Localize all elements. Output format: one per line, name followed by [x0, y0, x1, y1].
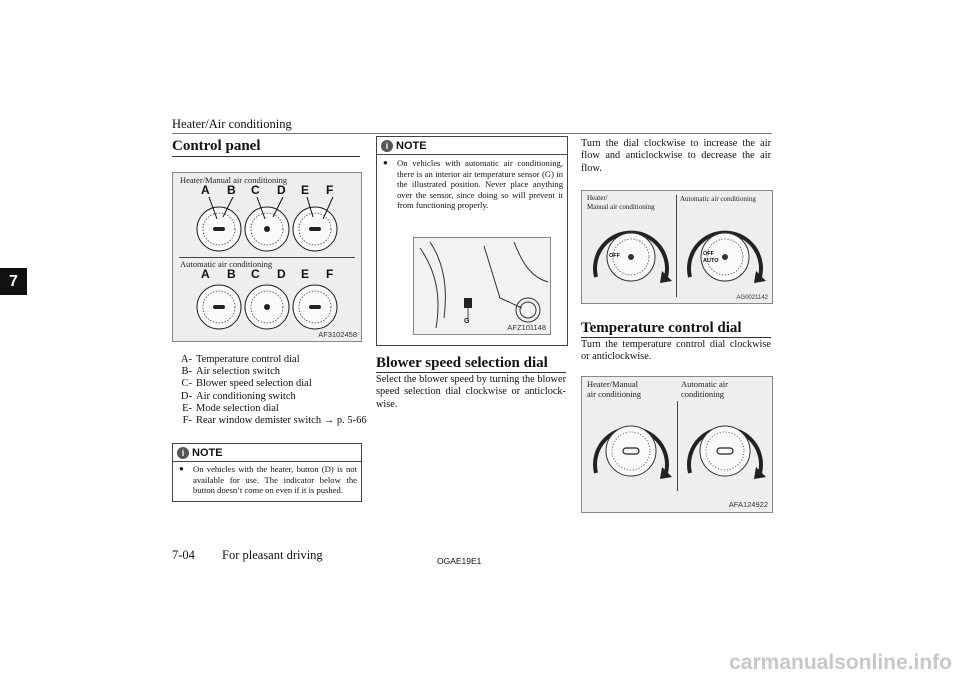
page-number: 7-04: [172, 548, 195, 562]
header-rule: [172, 133, 772, 134]
figure-code: AG0021142: [736, 295, 768, 301]
figure-label-manual: Heater/Manual air conditioning: [180, 175, 288, 185]
blower-figure: [581, 190, 773, 304]
control-panel-legend: [177, 354, 367, 427]
note-rule: [377, 154, 567, 155]
control-panel-figure: [172, 172, 362, 342]
bullet-icon: ●: [383, 158, 388, 167]
temperature-text: Turn the temperature control dial clockwise or anticlockwise.: [581, 339, 771, 363]
temperature-figure: [581, 376, 773, 513]
auto-label: AUTO: [703, 258, 719, 264]
note-text: ● On vehicles with the heater, button (D) is not available for use. The indicator below the button doesn’t come on even if it is pushed.: [179, 464, 357, 495]
legend-item: A- Temperature control dial: [180, 354, 300, 365]
info-icon: i: [177, 447, 189, 459]
figure-label-auto: Automatic air conditioning: [680, 195, 756, 203]
temperature-heading: Temperature control dial: [581, 320, 742, 336]
info-icon: i: [381, 140, 393, 152]
sensor-mark: [464, 298, 472, 308]
blower-heading: Blower speed selection dial: [376, 355, 548, 371]
note-badge: i NOTE: [177, 447, 223, 459]
off-label: OFF: [703, 251, 714, 257]
note-badge: i NOTE: [381, 140, 427, 152]
manual-panel-dials: [173, 197, 361, 257]
watermark: carmanualsonline.info: [729, 651, 952, 674]
blower-text: Select the blower speed by turning the blower speed selection dial clockwise or anticlock- wise.: [376, 374, 566, 410]
legend-item: C- Blower speed selection dial: [181, 378, 312, 390]
callout-f: F: [326, 267, 334, 281]
callout-c: C: [251, 183, 260, 197]
bullet-icon: ●: [179, 464, 184, 473]
callout-b: B: [227, 183, 236, 197]
heading-rule: [581, 337, 771, 338]
legend-item: D- Air conditioning switch: [180, 390, 296, 402]
figure-label-auto: Automatic air conditioning: [681, 379, 728, 399]
callout-a: A: [201, 183, 210, 197]
control-panel-note: [172, 443, 362, 502]
airflow-text: Turn the dial clockwise to increase the air flow and anticlockwise to decrease the air flow.: [581, 138, 771, 174]
legend-item: B- Air selection switch: [181, 366, 280, 378]
figure-label-auto: Automatic air conditioning: [180, 259, 273, 269]
auto-panel-dials: [173, 281, 361, 331]
callout-c: C: [251, 267, 260, 281]
footer-section: For pleasant driving: [222, 548, 323, 562]
legend-item: E- Mode selection dial: [182, 402, 279, 414]
figure-divider: [179, 257, 355, 258]
callout-e: E: [301, 267, 310, 281]
sensor-note: [376, 136, 568, 346]
chapter-tab: 7: [0, 268, 27, 295]
legend-item: F- Rear window demister switch → p. 5-66: [182, 415, 367, 427]
callout-f: F: [326, 183, 334, 197]
running-header: Heater/Air conditioning: [172, 117, 292, 131]
temperature-dials: [582, 377, 772, 512]
dashboard-sensor-illustration: [414, 238, 550, 334]
sensor-label-g: G: [464, 318, 470, 325]
figure-code: AFA124922: [728, 500, 768, 509]
figure-label-manual: Heater/Manual air conditioning: [587, 379, 642, 399]
doc-code: OGAE19E1: [437, 556, 482, 566]
callout-d: D: [277, 267, 286, 281]
figure-label-manual: Heater/ Manual air conditioning: [587, 194, 655, 211]
callout-a: A: [201, 267, 210, 281]
note-rule: [173, 461, 361, 462]
callout-b: B: [227, 267, 236, 281]
figure-code: AF3102458: [318, 330, 357, 339]
sensor-figure: [413, 237, 551, 335]
figure-code: AFZ101148: [507, 323, 546, 332]
control-panel-heading: Control panel: [172, 138, 261, 154]
callout-e: E: [301, 183, 310, 197]
heading-rule: [376, 372, 566, 373]
heading-rule: [172, 156, 360, 157]
callout-d: D: [277, 183, 286, 197]
blower-dials: [582, 191, 772, 303]
note-text: ● On vehicles with automatic air conditioning, there is an interior air temperature sensor (G) in the illustrated position. Never place anything over the sensor, since doing so will prevent it from functioning properly.: [383, 158, 563, 210]
off-label: OFF: [609, 253, 620, 259]
